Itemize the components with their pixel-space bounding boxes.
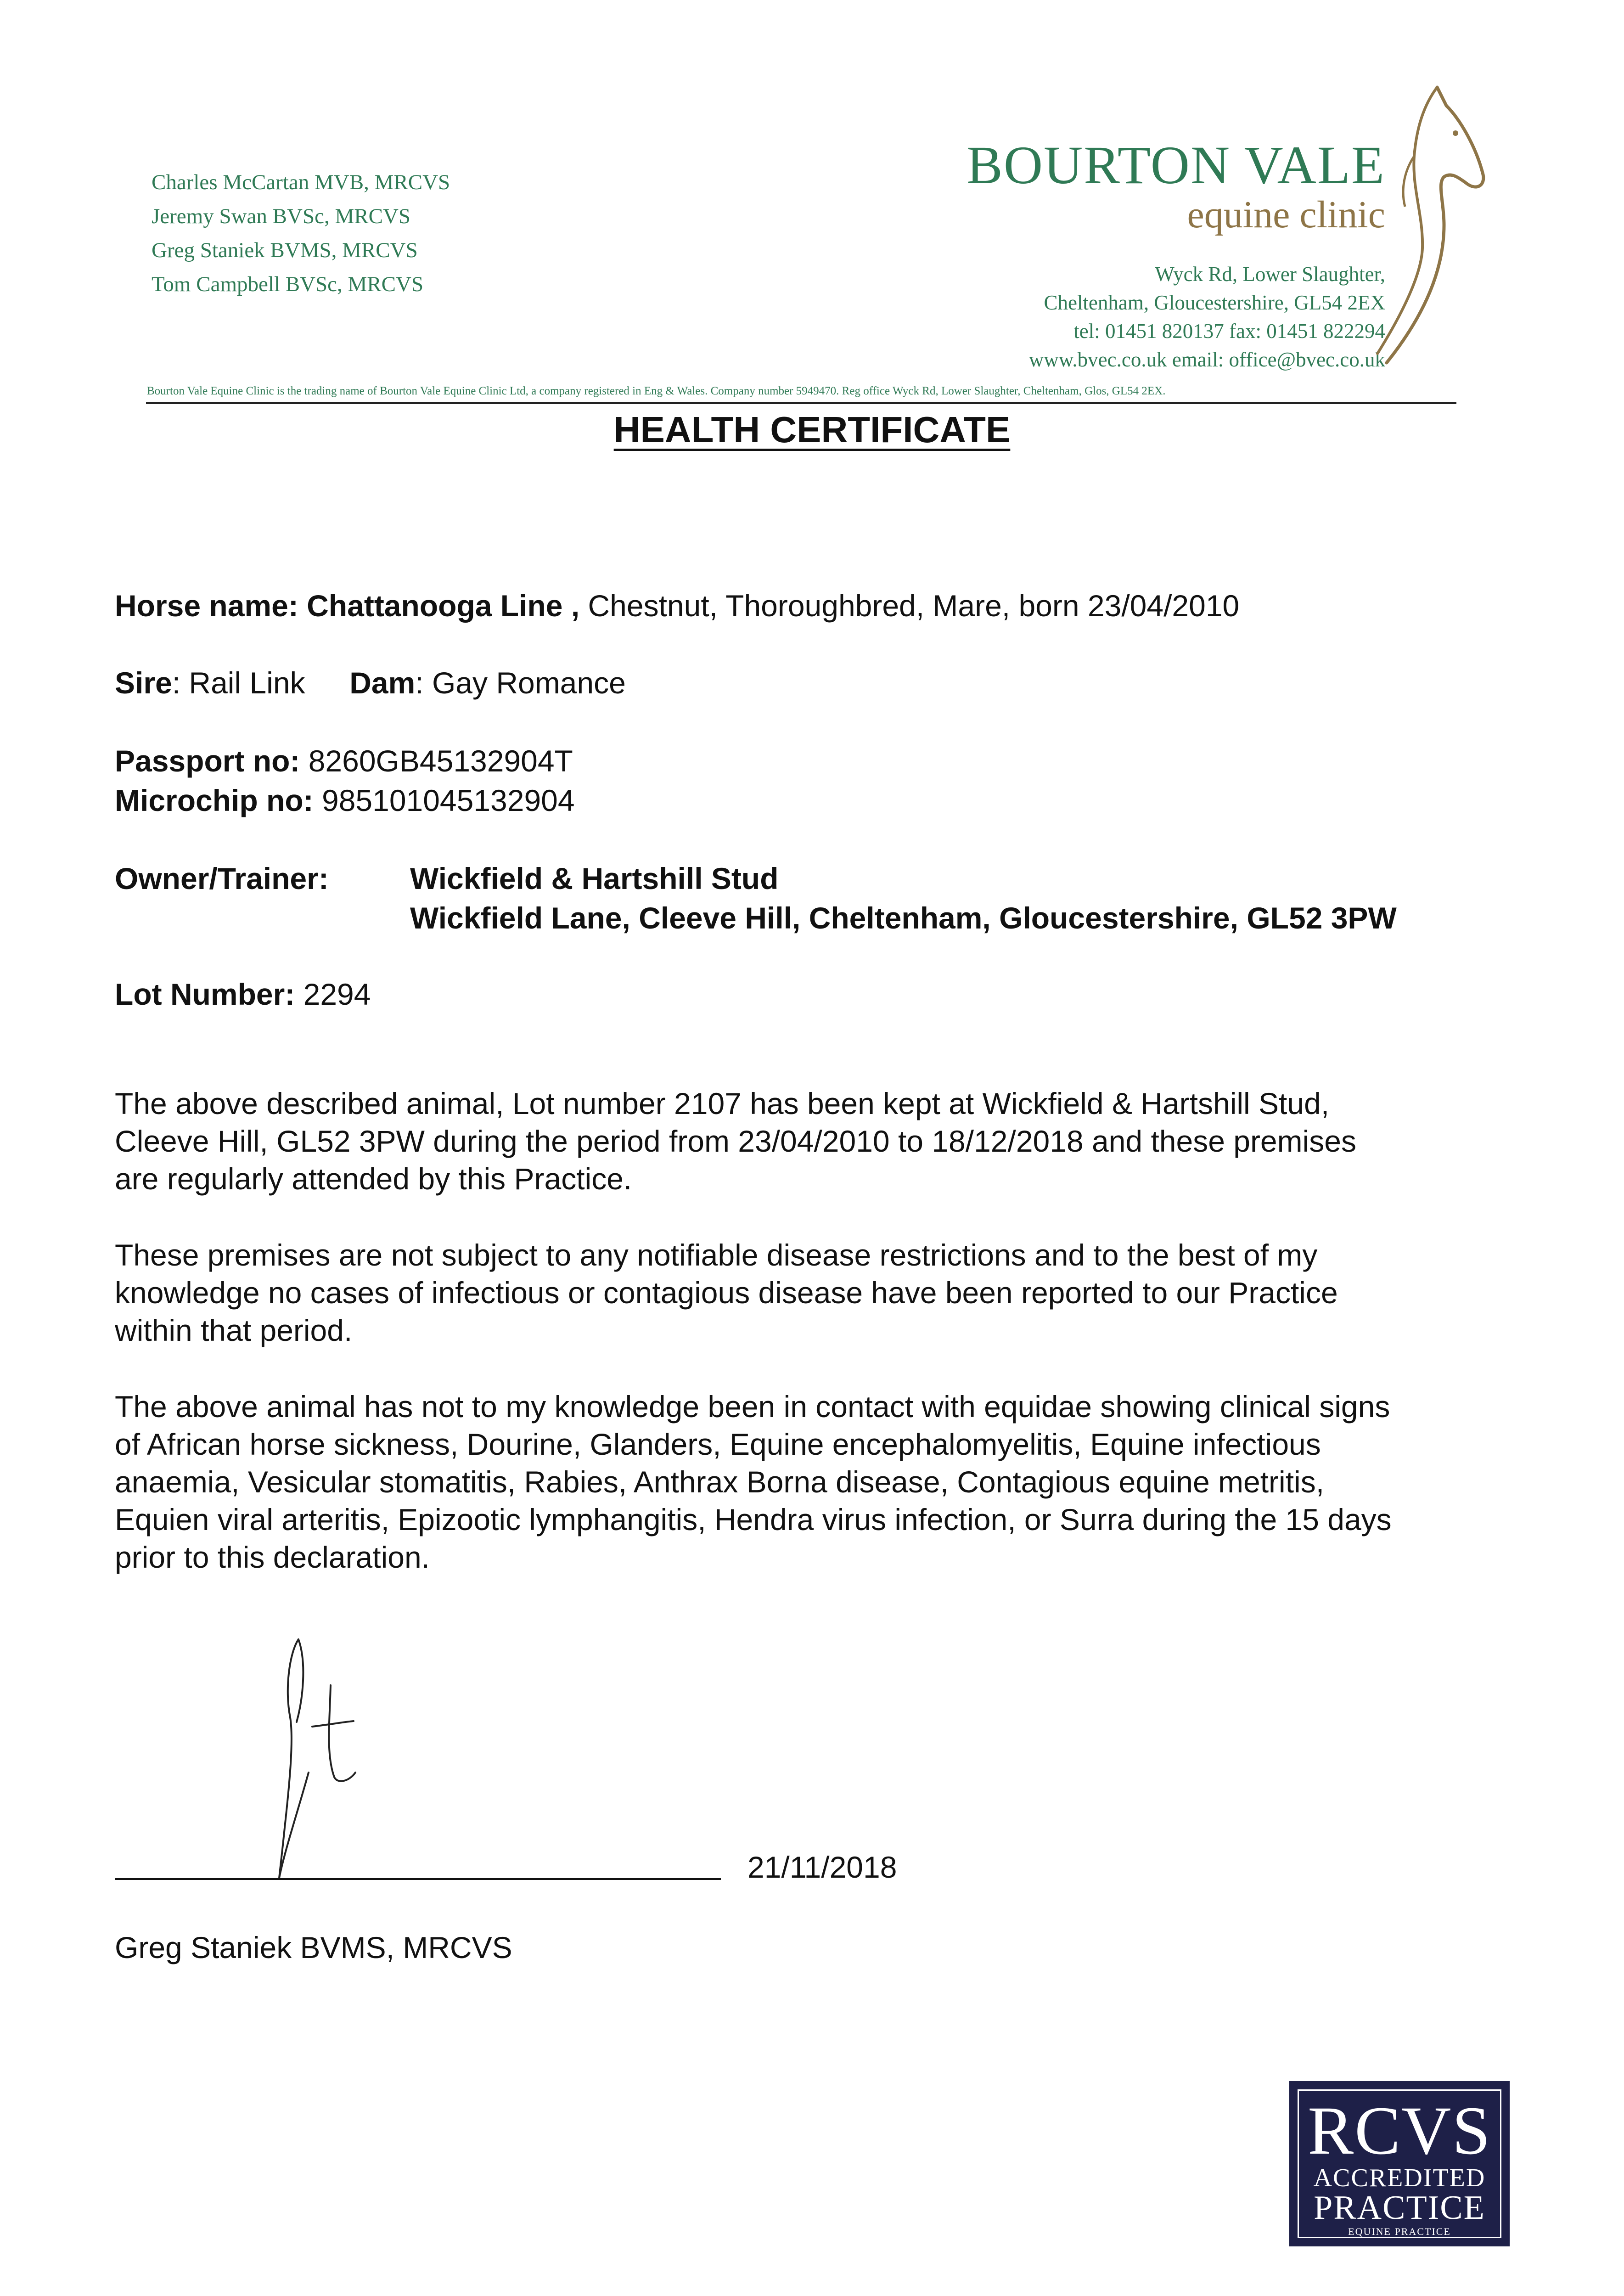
passport-label: Passport no: (115, 744, 300, 778)
paragraph-premises (115, 1085, 1520, 1198)
passport-value: 8260GB45132904T (300, 744, 573, 778)
horse-name-label: Horse name: (115, 589, 298, 623)
vet-name: Greg Staniek BVMS, MRCVS (152, 238, 418, 262)
paragraph-line: prior to this declaration. (115, 1540, 430, 1574)
lot-line (115, 975, 371, 1013)
page-title (0, 409, 1624, 451)
paragraph-line: knowledge no cases of infectious or contagious disease have been reported to our Practice (115, 1276, 1338, 1310)
address-line: tel: 01451 820137 fax: 01451 822294 (1073, 320, 1385, 343)
signatory-name: Greg Staniek BVMS, MRCVS (115, 1930, 512, 1964)
clinic-address (967, 260, 1385, 374)
microchip-line (115, 782, 575, 819)
clinic-brand (967, 135, 1385, 374)
paragraph-line: are regularly attended by this Practice. (115, 1162, 632, 1196)
clinic-name: BOURTON VALE (967, 135, 1385, 195)
microchip-label: Microchip no: (115, 783, 314, 817)
vet-name: Jeremy Swan BVSc, MRCVS (152, 204, 411, 228)
owner-label: Owner/Trainer: (115, 861, 329, 895)
owner-name: Wickfield & Hartshill Stud (410, 861, 779, 895)
microchip-value: 985101045132904 (313, 783, 575, 817)
title-text: HEALTH CERTIFICATE (613, 409, 1011, 450)
paragraph-line: within that period. (115, 1313, 353, 1347)
vet-name: Tom Campbell BVSc, MRCVS (152, 272, 424, 296)
passport-line (115, 742, 573, 780)
header-divider (146, 402, 1456, 404)
vet-name: Charles McCartan MVB, MRCVS (152, 170, 450, 194)
badge-title: RCVS (1308, 2093, 1491, 2169)
horse-details: Chestnut, Thoroughbred, Mare, born 23/04/2010 (579, 589, 1240, 623)
signature-date: 21/11/2018 (747, 1850, 897, 1884)
parentage-line (115, 664, 626, 702)
badge-border (1298, 2089, 1501, 2238)
rcvs-accreditation-badge (1289, 2081, 1510, 2246)
company-registration: Bourton Vale Equine Clinic is the trading name of Bourton Vale Equine Clinic Ltd, a company registered in Eng & Wales. Company number 5949470. Reg office Wyck Rd, Lower Slaughter, Cheltenham, Glos, GL54 2EX. (147, 385, 1166, 397)
horse-name: Chattanooga Line , (307, 589, 580, 623)
address-line: www.bvec.co.uk email: office@bvec.co.uk (1028, 348, 1385, 371)
vet-list (152, 165, 450, 301)
sire-value: : Rail Link (172, 666, 305, 700)
paragraph-contact (115, 1388, 1520, 1576)
dam-value: : Gay Romance (415, 666, 626, 700)
badge-accredited: ACCREDITED (1313, 2164, 1486, 2192)
paragraph-line: Equien viral arteritis, Epizootic lymphangitis, Hendra virus infection, or Surra during the 15 days (115, 1503, 1392, 1536)
paragraph-line: These premises are not subject to any notifiable disease restrictions and to the best of my (115, 1238, 1318, 1272)
handwritten-signature-icon (257, 1635, 367, 1883)
lot-label: Lot Number: (115, 977, 295, 1011)
badge-practice: PRACTICE (1314, 2189, 1485, 2227)
address-line: Wyck Rd, Lower Slaughter, (1155, 263, 1385, 286)
horse-head-logo-icon (1368, 78, 1488, 372)
address-line: Cheltenham, Gloucestershire, GL54 2EX (1044, 291, 1385, 314)
paragraph-restrictions (115, 1236, 1520, 1349)
badge-equine: EQUINE PRACTICE (1348, 2226, 1451, 2237)
horse-line (115, 587, 1239, 625)
owner-address: Wickfield Lane, Cleeve Hill, Cheltenham, Gloucestershire, GL52 3PW (410, 901, 1397, 935)
sire-label: Sire (115, 666, 172, 700)
paragraph-line: The above animal has not to my knowledge been in contact with equidae showing clinical signs (115, 1390, 1390, 1424)
paragraph-line: of African horse sickness, Dourine, Glanders, Equine encephalomyelitis, Equine infectious (115, 1427, 1321, 1461)
clinic-subtitle: equine clinic (1187, 193, 1385, 236)
paragraph-line: anaemia, Vesicular stomatitis, Rabies, Anthrax Borna disease, Contagious equine metritis, (115, 1465, 1325, 1499)
paragraph-line: Cleeve Hill, GL52 3PW during the period from 23/04/2010 to 18/12/2018 and these premises (115, 1124, 1356, 1158)
lot-value: 2294 (303, 977, 371, 1011)
paragraph-line: The above described animal, Lot number 2107 has been kept at Wickfield & Hartshill Stud, (115, 1086, 1330, 1120)
dam-label: Dam (349, 666, 416, 700)
signature-line (115, 1878, 721, 1880)
